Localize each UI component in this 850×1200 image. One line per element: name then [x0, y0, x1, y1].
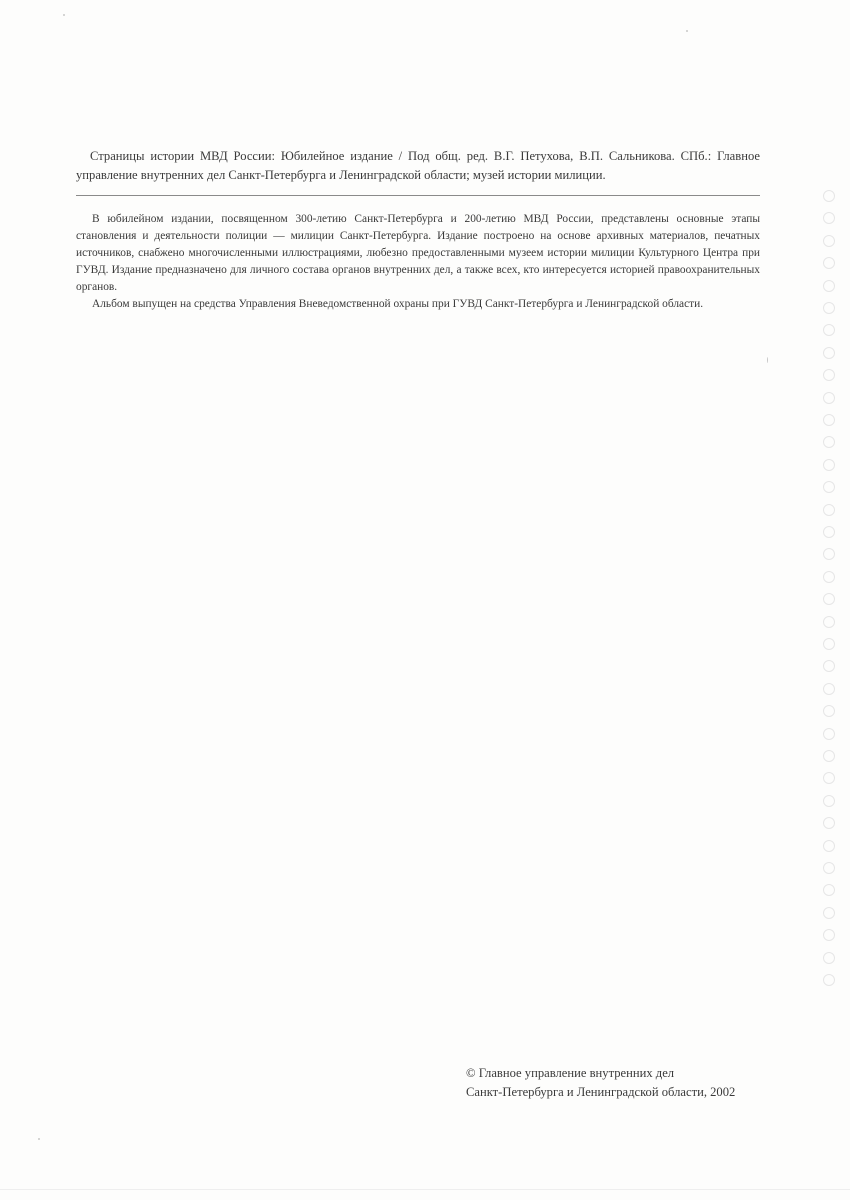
paper-speck	[63, 14, 65, 16]
binding-hole	[823, 728, 835, 740]
copyright-notice	[466, 1064, 796, 1102]
paper-speck	[767, 357, 768, 363]
binding-hole	[823, 414, 835, 426]
binding-holes	[823, 190, 837, 1000]
binding-hole	[823, 974, 835, 986]
binding-hole	[823, 459, 835, 471]
binding-hole	[823, 212, 835, 224]
binding-hole	[823, 795, 835, 807]
binding-hole	[823, 324, 835, 336]
binding-hole	[823, 772, 835, 784]
paper-speck	[38, 1138, 40, 1140]
binding-hole	[823, 683, 835, 695]
paper-speck	[686, 30, 688, 32]
binding-hole	[823, 481, 835, 493]
copyright-line: © Главное управление внутренних дел	[466, 1066, 675, 1080]
binding-hole	[823, 862, 835, 874]
binding-hole	[823, 593, 835, 605]
binding-hole	[823, 548, 835, 560]
binding-hole	[823, 817, 835, 829]
binding-hole	[823, 884, 835, 896]
binding-hole	[823, 660, 835, 672]
binding-hole	[823, 705, 835, 717]
binding-hole	[823, 280, 835, 292]
page-bottom-edge	[0, 1189, 850, 1190]
binding-hole	[823, 347, 835, 359]
binding-hole	[823, 257, 835, 269]
separator-rule	[76, 195, 760, 196]
binding-hole	[823, 392, 835, 404]
binding-hole	[823, 526, 835, 538]
binding-hole	[823, 302, 835, 314]
binding-hole	[823, 571, 835, 583]
binding-hole	[823, 616, 835, 628]
binding-hole	[823, 929, 835, 941]
binding-hole	[823, 235, 835, 247]
binding-hole	[823, 952, 835, 964]
binding-hole	[823, 638, 835, 650]
binding-hole	[823, 504, 835, 516]
binding-hole	[823, 369, 835, 381]
binding-hole	[823, 840, 835, 852]
binding-hole	[823, 436, 835, 448]
binding-hole	[823, 190, 835, 202]
binding-hole	[823, 750, 835, 762]
abstract-paragraph: Альбом выпущен на средства Управления Вневедомственной охраны при ГУВД Санкт-Петербурга и Ленинградской области.	[92, 298, 704, 310]
copyright-line: Санкт-Петербурга и Ленинградской области, 2002	[466, 1085, 736, 1099]
abstract-paragraph: В юбилейном издании, посвященном 300-летию Санкт-Петербурга и 200-летию МВД России, представлены основные этапы становления и деятельности полиции — милиции Санкт-Петербурга. Издание построено на основе архивных материалов, печатных источников, снабжено многочисленными иллюстрациями, любезно предоставленными музеем истории милиции Культурного Центра при ГУВД. Издание предназначено для личного состава органов внутренних дел, а также всех, кто интересуется историей правоохранительных органов.	[76, 213, 760, 293]
abstract	[76, 211, 760, 313]
bibliographic-record: Страницы истории МВД России: Юбилейное издание / Под общ. ред. В.Г. Петухова, В.П. Сальникова. СПб.: Главное управление внутренних дел Санкт-Петербурга и Ленинградской области; музей истории милиции.	[76, 149, 760, 182]
binding-hole	[823, 907, 835, 919]
